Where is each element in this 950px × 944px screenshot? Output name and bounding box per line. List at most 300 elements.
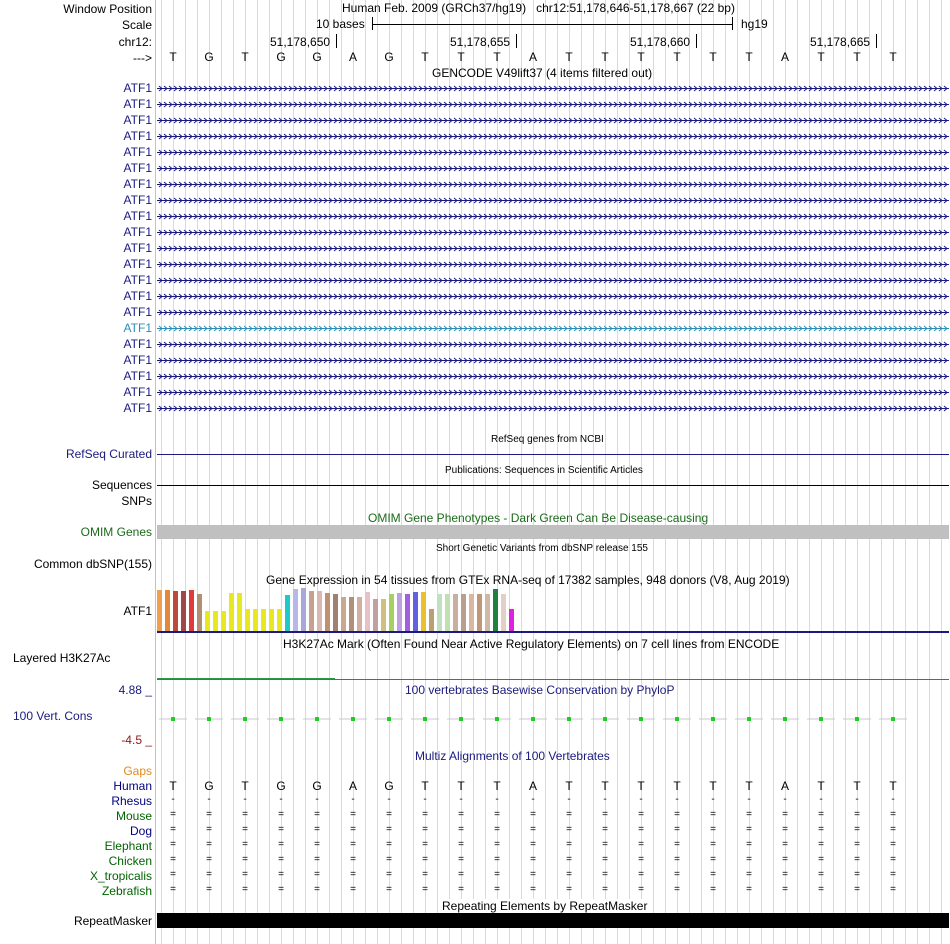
multiz-alignment-cell: = xyxy=(206,839,212,850)
gtex-tissue-bar[interactable] xyxy=(493,589,498,631)
multiz-alignment-cell: = xyxy=(242,809,248,820)
base-letter: T xyxy=(169,50,177,64)
h3k27ac-title: H3K27Ac Mark (Often Found Near Active Regulatory Elements) on 7 cell lines from ENCODE xyxy=(283,637,780,651)
multiz-alignment-cell: = xyxy=(602,839,608,850)
sequences-label[interactable]: Sequences xyxy=(91,478,152,492)
multiz-alignment-cell: = xyxy=(314,809,320,820)
multiz-alignment-cell: T xyxy=(457,779,465,793)
multiz-alignment-cell: = xyxy=(602,884,608,895)
repeatmasker-title: Repeating Elements by RepeatMasker xyxy=(442,899,648,913)
multiz-species-label[interactable]: Human xyxy=(113,779,152,793)
gencode-item-label[interactable]: ATF1 xyxy=(123,257,152,271)
multiz-alignment-cell: = xyxy=(386,869,392,880)
scale-bar xyxy=(372,24,732,25)
gencode-item-label[interactable]: ATF1 xyxy=(123,145,152,159)
gtex-tissue-bar[interactable] xyxy=(317,591,322,631)
gencode-item-label[interactable]: ATF1 xyxy=(123,353,152,367)
multiz-alignment-cell: = xyxy=(494,884,500,895)
grid-line xyxy=(365,0,366,944)
gencode-transcript[interactable] xyxy=(157,324,949,333)
gtex-tissue-bar[interactable] xyxy=(277,609,282,631)
gtex-tissue-bar[interactable] xyxy=(309,591,314,631)
grid-line xyxy=(845,0,846,944)
gtex-tissue-bar[interactable] xyxy=(397,593,402,631)
grid-line xyxy=(257,0,258,944)
base-letter: T xyxy=(493,50,501,64)
multiz-alignment-cell: = xyxy=(746,854,752,865)
gencode-transcript[interactable] xyxy=(157,116,949,125)
window-position-label: Window Position xyxy=(63,2,152,16)
gencode-item-label[interactable]: ATF1 xyxy=(123,241,152,255)
multiz-alignment-cell: = xyxy=(674,869,680,880)
gencode-transcript[interactable] xyxy=(157,244,949,253)
omim-title: OMIM Gene Phenotypes - Dark Green Can Be Disease-causing xyxy=(368,511,709,525)
grid-line xyxy=(881,0,882,944)
grid-line xyxy=(905,0,906,944)
refseq-label[interactable]: RefSeq Curated xyxy=(65,447,152,461)
h3k27ac-baseline xyxy=(157,679,949,680)
gtex-tissue-bar[interactable] xyxy=(165,590,170,631)
multiz-alignment-cell: - xyxy=(711,794,715,805)
multiz-alignment-cell: = xyxy=(314,854,320,865)
gencode-transcript[interactable] xyxy=(157,276,949,285)
phylop-marker xyxy=(807,717,835,721)
gtex-tissue-bar[interactable] xyxy=(413,592,418,631)
gtex-tissue-bar[interactable] xyxy=(461,594,466,631)
omim-label[interactable]: OMIM Genes xyxy=(80,525,152,539)
gtex-label[interactable]: ATF1 xyxy=(123,604,152,618)
gtex-tissue-bar[interactable] xyxy=(301,588,306,631)
gencode-item-label[interactable]: ATF1 xyxy=(123,369,152,383)
multiz-alignment-cell: = xyxy=(638,884,644,895)
gtex-tissue-bar[interactable] xyxy=(429,609,434,631)
multiz-species-label[interactable]: X_tropicalis xyxy=(89,869,152,883)
gencode-item-label[interactable]: ATF1 xyxy=(123,113,152,127)
gtex-tissue-bar[interactable] xyxy=(421,592,426,631)
multiz-alignment-cell: = xyxy=(674,884,680,895)
multiz-alignment-cell: T xyxy=(709,779,717,793)
multiz-alignment-cell: = xyxy=(782,824,788,835)
dbsnp-title: Short Genetic Variants from dbSNP release 155 xyxy=(436,543,648,554)
multiz-alignment-cell: = xyxy=(818,884,824,895)
multiz-alignment-cell: - xyxy=(315,794,319,805)
repeatmasker-label[interactable]: RepeatMasker xyxy=(73,914,152,928)
multiz-species-label[interactable]: Mouse xyxy=(115,809,152,823)
gaps-label[interactable]: Gaps xyxy=(123,764,152,778)
publications-line[interactable] xyxy=(157,485,949,486)
assembly-title: Human Feb. 2009 (GRCh37/hg19) chr12:51,178,646-51,178,667 (22 bp) xyxy=(342,1,735,15)
multiz-alignment-cell: = xyxy=(314,869,320,880)
multiz-alignment-cell: = xyxy=(782,839,788,850)
multiz-alignment-cell: = xyxy=(386,854,392,865)
scale-label: Scale xyxy=(121,18,152,32)
multiz-alignment-cell: = xyxy=(638,824,644,835)
phylop-marker xyxy=(339,717,367,721)
gencode-item-label[interactable]: ATF1 xyxy=(123,177,152,191)
gencode-item-label[interactable]: ATF1 xyxy=(123,129,152,143)
base-letter: G xyxy=(204,50,214,64)
grid-line xyxy=(941,0,942,944)
h3k27ac-label[interactable]: Layered H3K27Ac xyxy=(13,651,111,665)
gencode-transcript[interactable] xyxy=(157,292,949,301)
gtex-tissue-bar[interactable] xyxy=(325,593,330,631)
gencode-transcript[interactable] xyxy=(157,388,949,397)
multiz-alignment-cell: G xyxy=(276,779,286,793)
multiz-alignment-cell: T xyxy=(673,779,681,793)
refseq-gene-line[interactable] xyxy=(157,454,949,455)
grid-line xyxy=(401,0,402,944)
ruler-tick xyxy=(516,34,517,48)
multiz-alignment-cell: - xyxy=(495,794,499,805)
gencode-transcript[interactable] xyxy=(157,180,949,189)
multiz-alignment-cell: T xyxy=(565,779,573,793)
gencode-item-label[interactable]: ATF1 xyxy=(123,81,152,95)
grid-line xyxy=(665,0,666,944)
multiz-alignment-cell: - xyxy=(207,794,211,805)
multiz-alignment-cell: = xyxy=(206,884,212,895)
multiz-alignment-cell: = xyxy=(350,854,356,865)
gencode-transcript[interactable] xyxy=(157,132,949,141)
multiz-alignment-cell: = xyxy=(314,884,320,895)
multiz-alignment-cell: = xyxy=(854,824,860,835)
multiz-alignment-cell: = xyxy=(386,839,392,850)
multiz-alignment-cell: - xyxy=(423,794,427,805)
base-letter: T xyxy=(889,50,897,64)
multiz-alignment-cell: = xyxy=(890,824,896,835)
gtex-tissue-bar[interactable] xyxy=(229,593,234,631)
phylop-marker xyxy=(663,717,691,721)
phylop-marker xyxy=(591,717,619,721)
snps-label[interactable]: SNPs xyxy=(121,494,152,508)
multiz-alignment-cell: = xyxy=(530,824,536,835)
multiz-alignment-cell: = xyxy=(566,869,572,880)
base-letter: T xyxy=(745,50,753,64)
multiz-alignment-cell: - xyxy=(279,794,283,805)
multiz-alignment-cell: = xyxy=(602,854,608,865)
gencode-transcript[interactable] xyxy=(157,164,949,173)
multiz-alignment-cell: = xyxy=(746,884,752,895)
gtex-tissue-bar[interactable] xyxy=(501,594,506,631)
multiz-alignment-cell: = xyxy=(458,854,464,865)
multiz-alignment-cell: - xyxy=(783,794,787,805)
multiz-alignment-cell: = xyxy=(782,854,788,865)
multiz-alignment-cell: - xyxy=(531,794,535,805)
gencode-transcript[interactable] xyxy=(157,308,949,317)
grid-line xyxy=(701,0,702,944)
multiz-alignment-cell: = xyxy=(818,824,824,835)
gtex-tissue-bar[interactable] xyxy=(357,597,362,631)
multiz-alignment-cell: = xyxy=(278,869,284,880)
gencode-title: GENCODE V49lift37 (4 items filtered out) xyxy=(432,66,653,80)
gencode-transcript[interactable] xyxy=(157,100,949,109)
gtex-tissue-bar[interactable] xyxy=(405,594,410,631)
gtex-tissue-bar[interactable] xyxy=(181,591,186,631)
multiz-alignment-cell: = xyxy=(350,884,356,895)
multiz-alignment-cell: = xyxy=(242,824,248,835)
gtex-tissue-bar[interactable] xyxy=(349,597,354,631)
gencode-item-label[interactable]: ATF1 xyxy=(123,161,152,175)
scale-text: 10 bases xyxy=(316,17,365,31)
multiz-alignment-cell: - xyxy=(639,794,643,805)
db-text: hg19 xyxy=(741,17,768,31)
gencode-transcript[interactable] xyxy=(157,148,949,157)
phylop-marker xyxy=(375,717,403,721)
phylop-marker xyxy=(735,717,763,721)
multiz-alignment-cell: - xyxy=(351,794,355,805)
multiz-alignment-cell: = xyxy=(170,869,176,880)
scale-bar-left-tick xyxy=(372,17,373,30)
omim-bar[interactable] xyxy=(157,525,949,539)
phylop-marker xyxy=(303,717,331,721)
phylop-marker xyxy=(159,717,187,721)
gtex-tissue-bar[interactable] xyxy=(437,594,442,631)
multiz-alignment-cell: G xyxy=(384,779,394,793)
gtex-tissue-bar[interactable] xyxy=(205,611,210,631)
gencode-transcript[interactable] xyxy=(157,356,949,365)
multiz-alignment-cell: = xyxy=(422,839,428,850)
multiz-alignment-cell: = xyxy=(602,809,608,820)
multiz-alignment-cell: = xyxy=(494,854,500,865)
gtex-tissue-bar[interactable] xyxy=(157,590,162,631)
dbsnp-label[interactable]: Common dbSNP(155) xyxy=(33,557,152,571)
gtex-tissue-bar[interactable] xyxy=(189,590,194,631)
multiz-alignment-cell: = xyxy=(206,809,212,820)
repeatmasker-bar[interactable] xyxy=(157,913,949,928)
multiz-alignment-cell: = xyxy=(314,839,320,850)
multiz-alignment-cell: = xyxy=(278,884,284,895)
multiz-alignment-cell: = xyxy=(206,869,212,880)
multiz-alignment-cell: = xyxy=(386,884,392,895)
multiz-alignment-cell: = xyxy=(566,839,572,850)
multiz-alignment-cell: = xyxy=(638,839,644,850)
multiz-title: Multiz Alignments of 100 Vertebrates xyxy=(415,749,610,763)
gencode-item-label[interactable]: ATF1 xyxy=(123,209,152,223)
phylop-marker xyxy=(879,717,907,721)
grid-line xyxy=(377,0,378,944)
grid-line xyxy=(293,0,294,944)
gtex-tissue-bar[interactable] xyxy=(245,609,250,631)
phylop-title: 100 vertebrates Basewise Conservation by PhyloP xyxy=(405,683,675,697)
multiz-alignment-cell: A xyxy=(780,779,790,793)
grid-line xyxy=(773,0,774,944)
multiz-alignment-cell: = xyxy=(746,809,752,820)
gtex-tissue-bar[interactable] xyxy=(445,594,450,631)
grid-line xyxy=(305,0,306,944)
multiz-alignment-cell: = xyxy=(494,839,500,850)
multiz-species-label[interactable]: Dog xyxy=(129,824,152,838)
multiz-alignment-cell: = xyxy=(890,839,896,850)
multiz-alignment-cell: - xyxy=(567,794,571,805)
multiz-alignment-cell: = xyxy=(458,839,464,850)
multiz-alignment-cell: = xyxy=(242,854,248,865)
multiz-alignment-cell: T xyxy=(637,779,645,793)
base-letter: T xyxy=(241,50,249,64)
grid-line xyxy=(929,0,930,944)
multiz-alignment-cell: = xyxy=(782,809,788,820)
multiz-alignment-cell: = xyxy=(890,869,896,880)
base-letter: G xyxy=(276,50,286,64)
gtex-tissue-bar[interactable] xyxy=(469,594,474,631)
ruler-tick-label: 51,178,665 xyxy=(810,35,871,49)
multiz-alignment-cell: - xyxy=(387,794,391,805)
multiz-alignment-cell: = xyxy=(710,839,716,850)
multiz-alignment-cell: = xyxy=(782,884,788,895)
phylop-marker xyxy=(483,717,511,721)
grid-line xyxy=(197,0,198,944)
multiz-alignment-cell: T xyxy=(745,779,753,793)
gtex-tissue-bar[interactable] xyxy=(365,592,370,631)
multiz-alignment-cell: = xyxy=(638,809,644,820)
multiz-alignment-cell: = xyxy=(818,839,824,850)
multiz-alignment-cell: = xyxy=(458,869,464,880)
multiz-alignment-cell: = xyxy=(278,824,284,835)
gtex-tissue-bar[interactable] xyxy=(269,609,274,631)
multiz-alignment-cell: = xyxy=(566,854,572,865)
phylop-label[interactable]: 100 Vert. Cons xyxy=(13,709,93,723)
gencode-transcript[interactable] xyxy=(157,260,949,269)
multiz-alignment-cell: = xyxy=(854,884,860,895)
grid-line xyxy=(341,0,342,944)
multiz-alignment-cell: = xyxy=(206,824,212,835)
multiz-alignment-cell: = xyxy=(818,854,824,865)
gencode-transcript[interactable] xyxy=(157,228,949,237)
phylop-marker xyxy=(843,717,871,721)
grid-line xyxy=(725,0,726,944)
multiz-alignment-cell: = xyxy=(602,869,608,880)
gencode-transcript[interactable] xyxy=(157,372,949,381)
multiz-alignment-cell: = xyxy=(674,809,680,820)
multiz-alignment-cell: G xyxy=(312,779,322,793)
scale-bar-right-tick xyxy=(732,17,733,30)
gtex-tissue-bar[interactable] xyxy=(213,611,218,631)
base-letter: T xyxy=(637,50,645,64)
gencode-item-label[interactable]: ATF1 xyxy=(123,305,152,319)
multiz-alignment-cell: = xyxy=(530,884,536,895)
grid-line xyxy=(413,0,414,944)
gencode-item-label[interactable]: ATF1 xyxy=(123,273,152,287)
multiz-alignment-cell: = xyxy=(530,869,536,880)
ruler-tick-label: 51,178,650 xyxy=(270,35,331,49)
multiz-alignment-cell: = xyxy=(206,854,212,865)
multiz-alignment-cell: = xyxy=(638,854,644,865)
ruler-tick-label: 51,178,660 xyxy=(630,35,691,49)
phylop-marker xyxy=(411,717,439,721)
gtex-tissue-bar[interactable] xyxy=(221,611,226,631)
gencode-item-label[interactable]: ATF1 xyxy=(123,193,152,207)
gtex-tissue-bar[interactable] xyxy=(293,589,298,631)
grid-line xyxy=(233,0,234,944)
multiz-species-label[interactable]: Elephant xyxy=(104,839,152,853)
multiz-alignment-cell: = xyxy=(422,854,428,865)
multiz-alignment-cell: = xyxy=(422,884,428,895)
gtex-tissue-bar[interactable] xyxy=(197,594,202,631)
grid-line xyxy=(329,0,330,944)
gencode-item-label[interactable]: ATF1 xyxy=(123,321,152,335)
gtex-tissue-bar[interactable] xyxy=(477,594,482,631)
gtex-tissue-bar[interactable] xyxy=(253,609,258,631)
gtex-tissue-bar[interactable] xyxy=(373,599,378,631)
multiz-alignment-cell: T xyxy=(601,779,609,793)
gencode-item-label[interactable]: ATF1 xyxy=(123,97,152,111)
multiz-alignment-cell: A xyxy=(528,779,538,793)
grid-line xyxy=(797,0,798,944)
grid-line xyxy=(221,0,222,944)
multiz-alignment-cell: = xyxy=(422,824,428,835)
multiz-alignment-cell: = xyxy=(566,884,572,895)
gtex-tissue-bar[interactable] xyxy=(341,597,346,631)
multiz-alignment-cell: = xyxy=(530,809,536,820)
grid-line xyxy=(809,0,810,944)
multiz-alignment-cell: - xyxy=(747,794,751,805)
multiz-alignment-cell: = xyxy=(278,839,284,850)
gencode-transcript[interactable] xyxy=(157,212,949,221)
multiz-species-label[interactable]: Zebrafish xyxy=(101,884,152,898)
multiz-alignment-cell: = xyxy=(746,869,752,880)
chrom-label: chr12: xyxy=(118,35,152,49)
multiz-alignment-cell: = xyxy=(674,824,680,835)
phylop-marker xyxy=(447,717,475,721)
multiz-species-label[interactable]: Chicken xyxy=(108,854,152,868)
gencode-transcript[interactable] xyxy=(157,196,949,205)
phylop-marker xyxy=(699,717,727,721)
gtex-baseline xyxy=(157,631,949,633)
base-letter: T xyxy=(709,50,717,64)
gtex-tissue-bar[interactable] xyxy=(173,591,178,631)
gtex-tissue-bar[interactable] xyxy=(389,594,394,631)
gtex-tissue-bar[interactable] xyxy=(285,595,290,631)
gtex-tissue-bar[interactable] xyxy=(453,594,458,631)
phylop-marker xyxy=(627,717,655,721)
grid-line xyxy=(185,0,186,944)
multiz-alignment-cell: T xyxy=(241,779,249,793)
multiz-alignment-cell: = xyxy=(458,884,464,895)
gencode-item-label[interactable]: ATF1 xyxy=(123,337,152,351)
track-left-border xyxy=(155,0,156,944)
multiz-species-label[interactable]: Rhesus xyxy=(111,794,152,808)
gencode-item-label[interactable]: ATF1 xyxy=(123,225,152,239)
multiz-alignment-cell: G xyxy=(204,779,214,793)
multiz-alignment-cell: = xyxy=(854,809,860,820)
gtex-tissue-bar[interactable] xyxy=(485,594,490,631)
gtex-tissue-bar[interactable] xyxy=(509,609,514,631)
gtex-tissue-bar[interactable] xyxy=(333,594,338,631)
gencode-item-label[interactable]: ATF1 xyxy=(123,385,152,399)
multiz-alignment-cell: T xyxy=(853,779,861,793)
grid-line xyxy=(653,0,654,944)
multiz-alignment-cell: - xyxy=(603,794,607,805)
multiz-alignment-cell: A xyxy=(348,779,358,793)
gencode-item-label[interactable]: ATF1 xyxy=(123,401,152,415)
gtex-tissue-bar[interactable] xyxy=(261,609,266,631)
multiz-alignment-cell: = xyxy=(854,839,860,850)
multiz-alignment-cell: = xyxy=(494,824,500,835)
gtex-tissue-bar[interactable] xyxy=(237,593,242,631)
gencode-transcript[interactable] xyxy=(157,84,949,93)
multiz-alignment-cell: = xyxy=(890,809,896,820)
gencode-item-label[interactable]: ATF1 xyxy=(123,289,152,303)
multiz-alignment-cell: = xyxy=(170,884,176,895)
multiz-alignment-cell: = xyxy=(494,809,500,820)
base-letter: T xyxy=(601,50,609,64)
multiz-alignment-cell: = xyxy=(890,854,896,865)
refseq-title: RefSeq genes from NCBI xyxy=(491,434,604,445)
multiz-alignment-cell: = xyxy=(782,869,788,880)
multiz-alignment-cell: = xyxy=(242,884,248,895)
gencode-transcript[interactable] xyxy=(157,404,949,413)
gtex-tissue-bar[interactable] xyxy=(381,599,386,631)
multiz-alignment-cell: = xyxy=(602,824,608,835)
gencode-transcript[interactable] xyxy=(157,340,949,349)
